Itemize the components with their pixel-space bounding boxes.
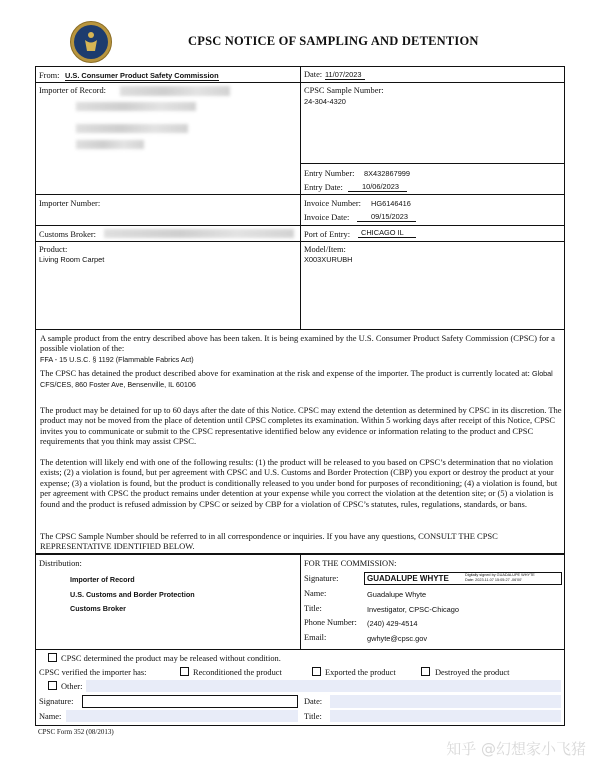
email-value: gwhyte@cpsc.gov	[367, 634, 428, 643]
port-of-entry-value: CHICAGO IL	[358, 228, 416, 238]
other-label: Other:	[61, 682, 83, 691]
name-value: Guadalupe Whyte	[367, 590, 427, 599]
digital-signature-line-2: Date: 2023.11.07 15:05:27 -06'00'	[465, 578, 522, 582]
phone-label: Phone Number:	[304, 618, 357, 627]
distribution-item-importer: Importer of Record	[70, 575, 135, 584]
destroyed-checkbox[interactable]	[421, 667, 430, 676]
destroyed-label: Destroyed the product	[435, 668, 510, 677]
release-date-input[interactable]	[330, 695, 561, 708]
release-date-label: Date:	[304, 697, 323, 706]
digital-signature-line-1: Digitally signed by GUADALUPE WHYTE	[465, 573, 535, 577]
commission-heading: FOR THE COMMISSION:	[304, 559, 397, 568]
paragraph-sample-taken: A sample product from the entry described above has been taken. It is being examined by the U.S. Consumer Product Safety Commission (CPSC) for a possible violation of the:	[40, 333, 555, 354]
watermark: 知乎 @幻想家小飞猪	[446, 740, 586, 758]
sample-number-value: 24-304-4320	[304, 97, 346, 106]
violation-value: FFA - 15 U.S.C. § 1192 (Flammable Fabrics Act)	[40, 355, 194, 364]
distribution-item-broker: Customs Broker	[70, 604, 126, 613]
detained-text: The CPSC has detained the product described above for examination at the risk and expense of the importer. The product is currently located at:	[40, 368, 530, 378]
redacted-address-line-3	[76, 140, 144, 149]
invoice-number-label: Invoice Number:	[304, 199, 361, 208]
signature-label: Signature:	[304, 574, 339, 583]
entry-date-label: Entry Date:	[304, 183, 343, 192]
signature-name: GUADALUPE WHYTE	[367, 574, 449, 583]
entry-date-value: 10/06/2023	[348, 182, 407, 192]
release-signature-label: Signature:	[39, 697, 74, 706]
port-of-entry-label: Port of Entry:	[304, 230, 351, 239]
paragraph-detention-period: The product may be detained for up to 60 days after the date of this Notice. CPSC may extend the detention as determined by CPSC in its discretion. The product may not be moved from the place of detention until CPSC completes its examination. Within 5 working days after receipt of this Notice, CPSC invites you to communicate or submit to the CPSC representative identified below any evidence or information relating to the product and CPSC requirements that you think may assist CPSC.	[40, 405, 562, 447]
paragraph-contact: The CPSC Sample Number should be referred to in all correspondence or inquiries. If you have any questions, CONSULT THE CPSC REPRESENTATIVE IDENTIFIED BELOW.	[40, 531, 498, 552]
exported-label: Exported the product	[325, 668, 396, 677]
redacted-address-line-2	[76, 124, 188, 133]
release-name-input[interactable]	[66, 710, 298, 722]
paragraph-detained	[40, 368, 564, 391]
release-signature-field[interactable]	[82, 695, 298, 708]
release-title-input[interactable]	[330, 710, 561, 722]
other-checkbox[interactable]	[48, 681, 57, 690]
release-title-label: Title:	[304, 712, 322, 721]
invoice-date-label: Invoice Date:	[304, 213, 350, 222]
released-without-condition-checkbox[interactable]	[48, 653, 57, 662]
customs-broker-label: Customs Broker:	[39, 230, 96, 239]
model-item-label: Model/Item:	[304, 245, 346, 254]
invoice-date-value: 09/15/2023	[357, 212, 416, 222]
exported-checkbox[interactable]	[312, 667, 321, 676]
product-label: Product:	[39, 245, 68, 254]
verified-label: CPSC verified the importer has:	[39, 668, 147, 677]
importer-of-record-label: Importer of Record:	[39, 86, 106, 95]
released-without-condition-label: CPSC determined the product may be released without condition.	[61, 654, 281, 663]
entry-number-value: 8X432867999	[364, 169, 411, 178]
other-input[interactable]	[86, 680, 561, 692]
product-value: Living Room Carpet	[39, 255, 105, 264]
email-label: Email:	[304, 633, 327, 642]
reconditioned-label: Reconditioned the product	[193, 668, 282, 677]
location-value: Global CFS/CES, 860 Foster Ave, Bensenville, IL 60106	[40, 369, 553, 390]
model-item-value: X003XURUBH	[304, 255, 353, 264]
invoice-number-value: HG6146416	[371, 199, 411, 208]
from-value: U.S. Consumer Product Safety Commission	[65, 71, 219, 80]
from-label: From:	[39, 71, 60, 80]
redacted-importer-name	[120, 86, 230, 96]
date-value: 11/07/2023	[325, 70, 365, 80]
redacted-address-line-1	[76, 102, 196, 111]
paragraph-detention-results: The detention will likely end with one of the following results: (1) the product will be released to you based on CPSC’s determination that no violation exists; (2) a violation is found, but per agreement with CPSC and U.S. Customs and Border Protection (CBP) you export or destroy the product at your expense; (3) a violation is found, but the product is conditionally released to you under bond for purposes of reconditioning; (4) a violation is found, but per agreement with CPSC the product remains under detention at your expense while you correct the violation at the detention site; or (5) a violation is found and the product is refused admission by CPSC or seized by CBP for a violation of CPSC’s statutes, rules, regulations, standards, or bans.	[40, 457, 558, 509]
distribution-label: Distribution:	[39, 559, 82, 568]
phone-value: (240) 429-4514	[367, 619, 418, 628]
distribution-item-cbp: U.S. Customs and Border Protection	[70, 590, 195, 599]
title-label: Title:	[304, 604, 322, 613]
name-label: Name:	[304, 589, 327, 598]
page-title: CPSC NOTICE OF SAMPLING AND DETENTION	[188, 34, 479, 48]
digital-signature-field[interactable]	[364, 572, 562, 585]
release-name-label: Name:	[39, 712, 62, 721]
reconditioned-checkbox[interactable]	[180, 667, 189, 676]
form-number: CPSC Form 352 (08/2013)	[38, 728, 114, 736]
cpsc-emblem-icon	[84, 31, 98, 53]
entry-number-label: Entry Number:	[304, 169, 355, 178]
title-value: Investigator, CPSC-Chicago	[367, 605, 460, 614]
date-label: Date:	[304, 70, 323, 79]
importer-number-label: Importer Number:	[39, 199, 101, 208]
sample-number-label: CPSC Sample Number:	[304, 86, 384, 95]
redacted-customs-broker	[104, 229, 294, 238]
